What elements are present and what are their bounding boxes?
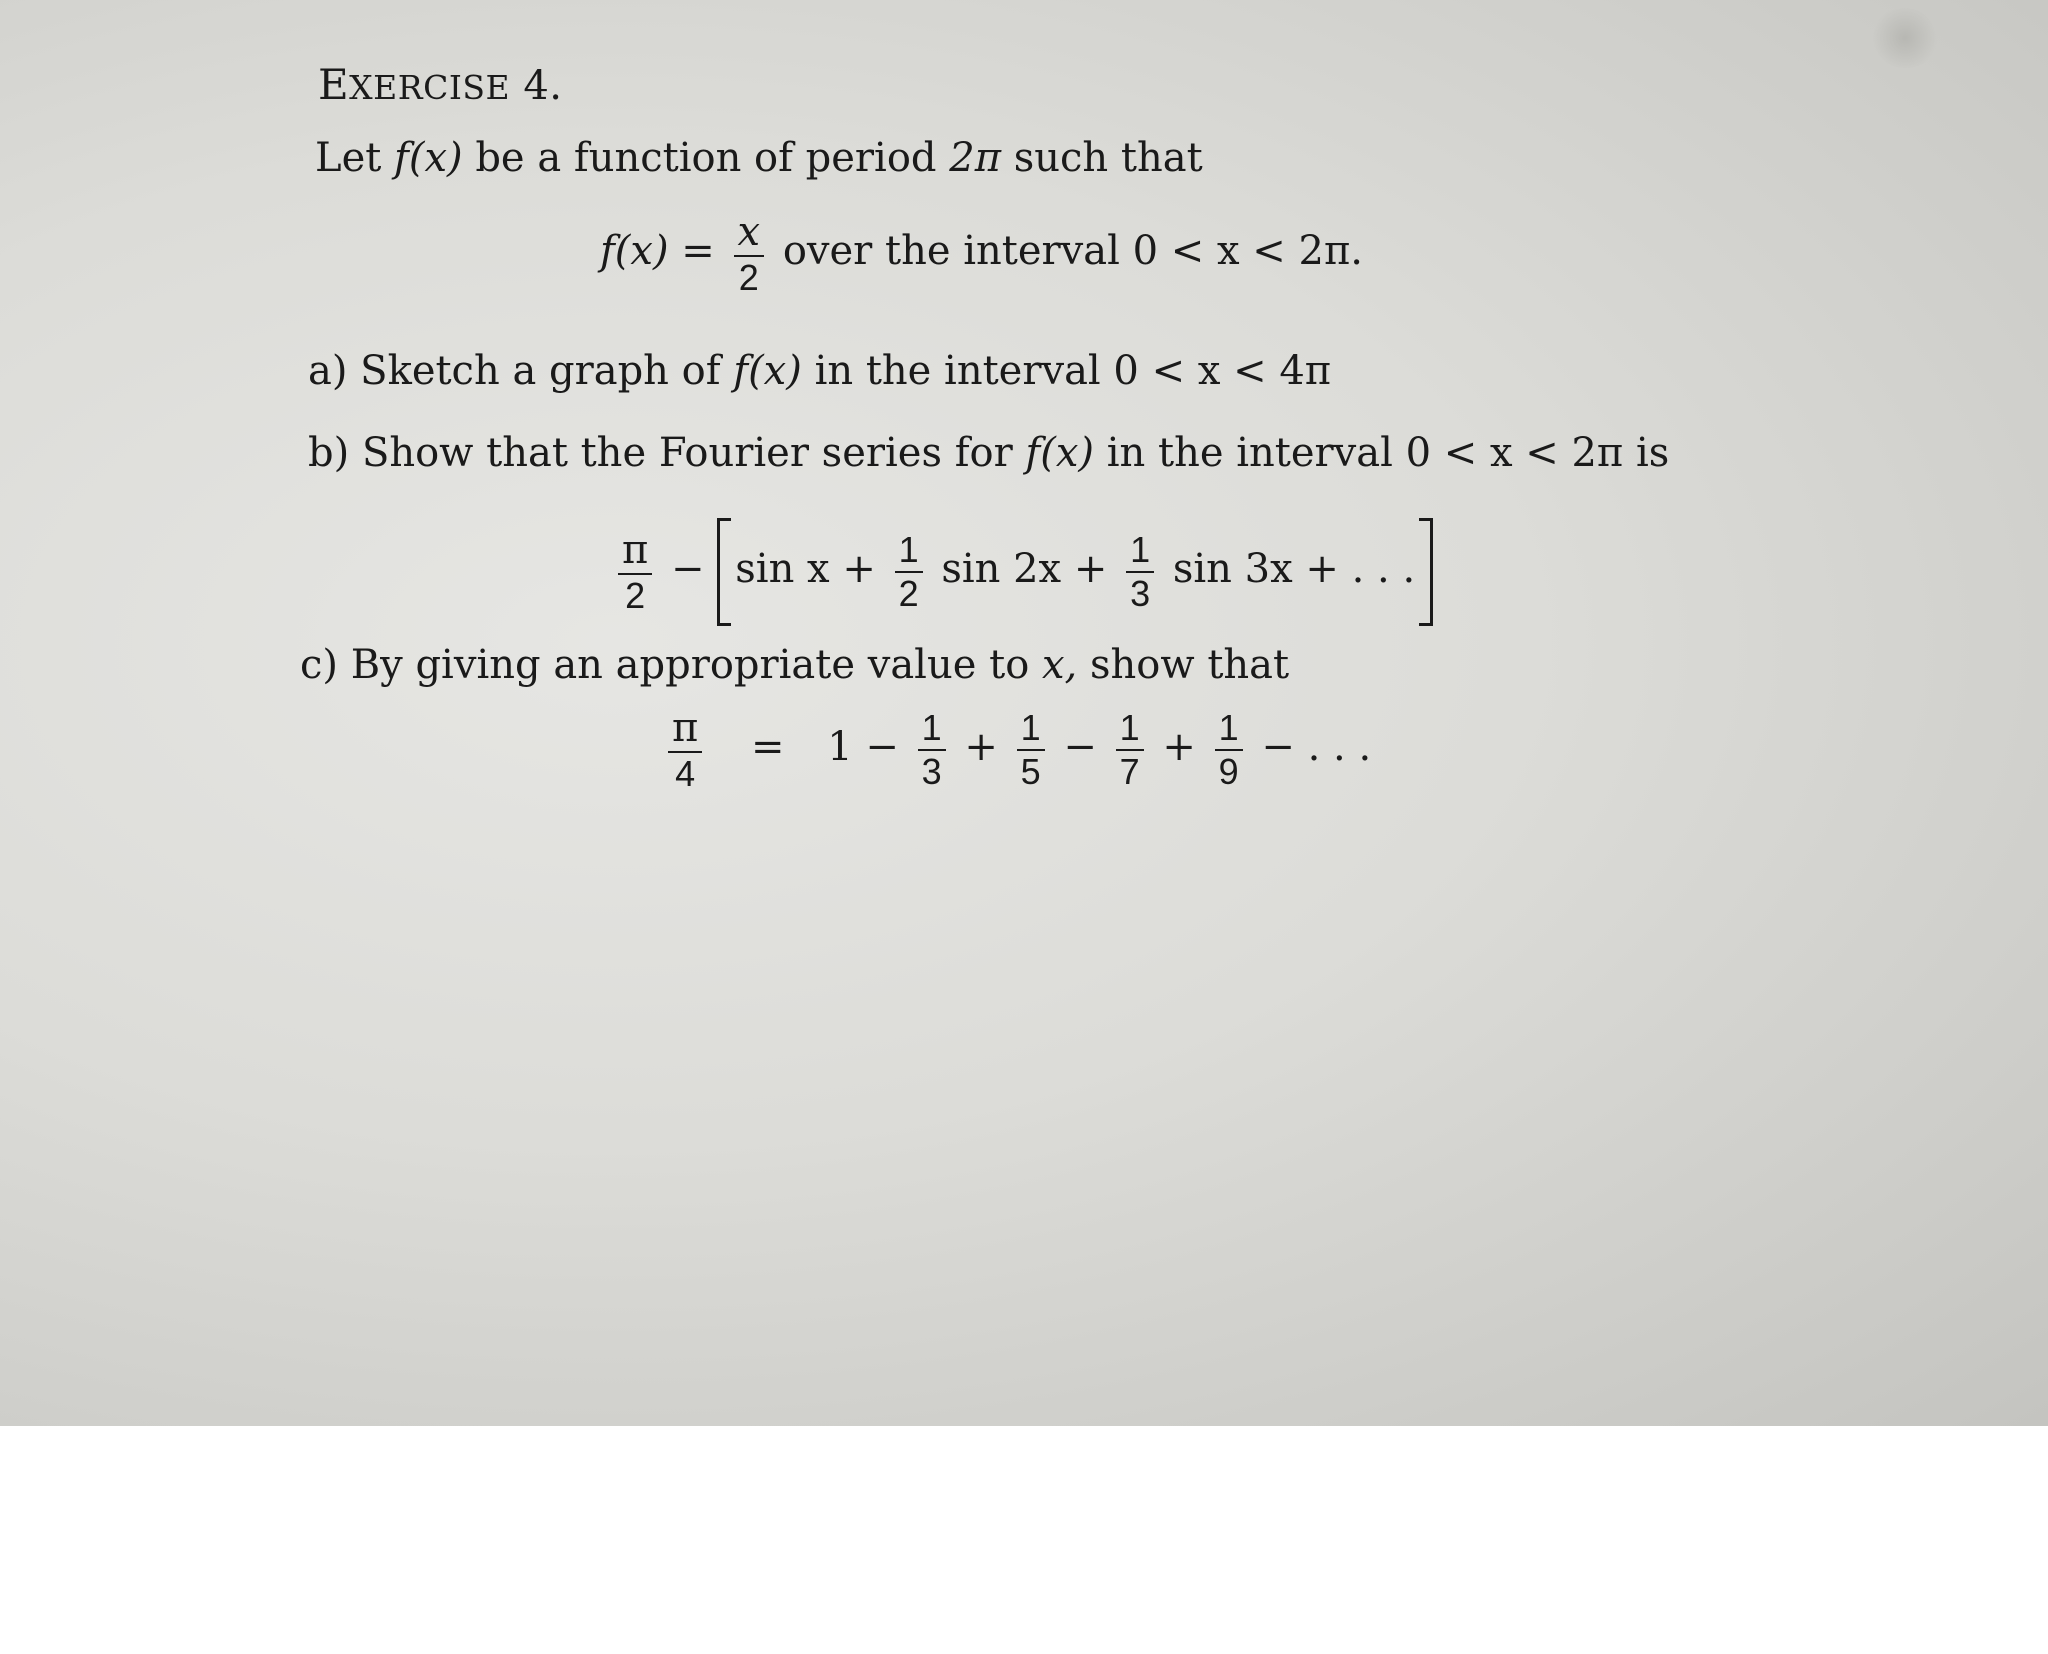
- part-a-text1: Sketch a graph of: [360, 348, 721, 394]
- part-c-var: x,: [1042, 642, 1078, 688]
- fraction-1-over-3b: [918, 707, 946, 792]
- leibniz-lhs-num: π: [672, 705, 699, 751]
- series-term2: sin 2x +: [941, 546, 1108, 592]
- definition-equation: [600, 209, 1363, 298]
- fraction-x-over-2: [734, 209, 765, 298]
- leibniz-series: [662, 705, 1372, 794]
- intro-period: 2π: [949, 135, 1001, 181]
- fraction-1-over-9: [1215, 707, 1243, 792]
- intro-suffix: such that: [1013, 135, 1203, 181]
- series-pi-num: π: [622, 527, 649, 573]
- leibniz-b-den: 5: [1020, 751, 1041, 792]
- definition-lhs: f(x) =: [600, 228, 715, 274]
- series-f3-num: 1: [1130, 529, 1151, 570]
- series-minus: −: [671, 546, 705, 592]
- intro-middle: be a function of period: [475, 135, 937, 181]
- leibniz-c-den: 7: [1119, 751, 1140, 792]
- fraction-1-over-3: [1126, 529, 1154, 614]
- series-f2-num: 1: [898, 529, 919, 570]
- leibniz-d-den: 9: [1218, 751, 1239, 792]
- leibniz-op2: −: [1063, 724, 1097, 770]
- part-c: [300, 642, 1289, 688]
- fraction-pi-over-4: [668, 705, 702, 794]
- leibniz-op3: +: [1162, 724, 1196, 770]
- part-a-text2: in the interval 0 < x < 4π: [814, 348, 1332, 394]
- leibniz-d-num: 1: [1218, 707, 1239, 748]
- intro-line: [315, 135, 1203, 181]
- title-number: 4.: [523, 63, 563, 109]
- intro-prefix: Let: [315, 135, 382, 181]
- series-f3-den: 3: [1130, 573, 1151, 614]
- exercise-title: [318, 60, 562, 109]
- leibniz-op1: +: [964, 724, 998, 770]
- part-b: [308, 430, 1669, 476]
- leibniz-c-num: 1: [1119, 707, 1140, 748]
- part-b-text2: in the interval 0 < x < 2π is: [1106, 430, 1670, 476]
- part-c-label: c): [300, 642, 339, 688]
- fraction-1-over-2: [895, 529, 923, 614]
- leibniz-a-num: 1: [921, 707, 942, 748]
- part-b-label: b): [308, 430, 350, 476]
- smudge-mark: [1870, 8, 1940, 68]
- part-a-label: a): [308, 348, 348, 394]
- title-first-letter: E: [318, 60, 350, 109]
- series-term3: sin 3x + . . .: [1172, 546, 1416, 592]
- part-a-fx: f(x): [733, 348, 802, 394]
- title-rest: XERCISE: [349, 68, 511, 107]
- part-b-text1: Show that the Fourier series for: [361, 430, 1013, 476]
- right-bracket: [1419, 518, 1433, 626]
- part-b-fx: f(x): [1025, 430, 1094, 476]
- leibniz-a-den: 3: [921, 751, 942, 792]
- part-c-text2: show that: [1090, 642, 1290, 688]
- series-term1: sin x +: [735, 546, 876, 592]
- part-c-text1: By giving an appropriate value to: [350, 642, 1030, 688]
- leibniz-b-num: 1: [1020, 707, 1041, 748]
- fourier-series: [612, 518, 1433, 626]
- part-a: [308, 348, 1331, 394]
- series-f2-den: 2: [898, 573, 919, 614]
- leibniz-lhs-den: 4: [675, 753, 696, 794]
- intro-fx: f(x): [394, 135, 463, 181]
- definition-rest: over the interval 0 < x < 2π.: [782, 228, 1363, 274]
- definition-num: x: [737, 209, 761, 255]
- fraction-pi-over-2: [618, 527, 652, 616]
- leibniz-equals: =: [751, 724, 785, 770]
- leibniz-one: 1 −: [827, 724, 899, 770]
- definition-den: 2: [738, 257, 759, 298]
- series-pi-den: 2: [625, 575, 646, 616]
- leibniz-tail: − . . .: [1261, 724, 1372, 770]
- left-bracket: [717, 518, 731, 626]
- fraction-1-over-7: [1116, 707, 1144, 792]
- fraction-1-over-5: [1017, 707, 1045, 792]
